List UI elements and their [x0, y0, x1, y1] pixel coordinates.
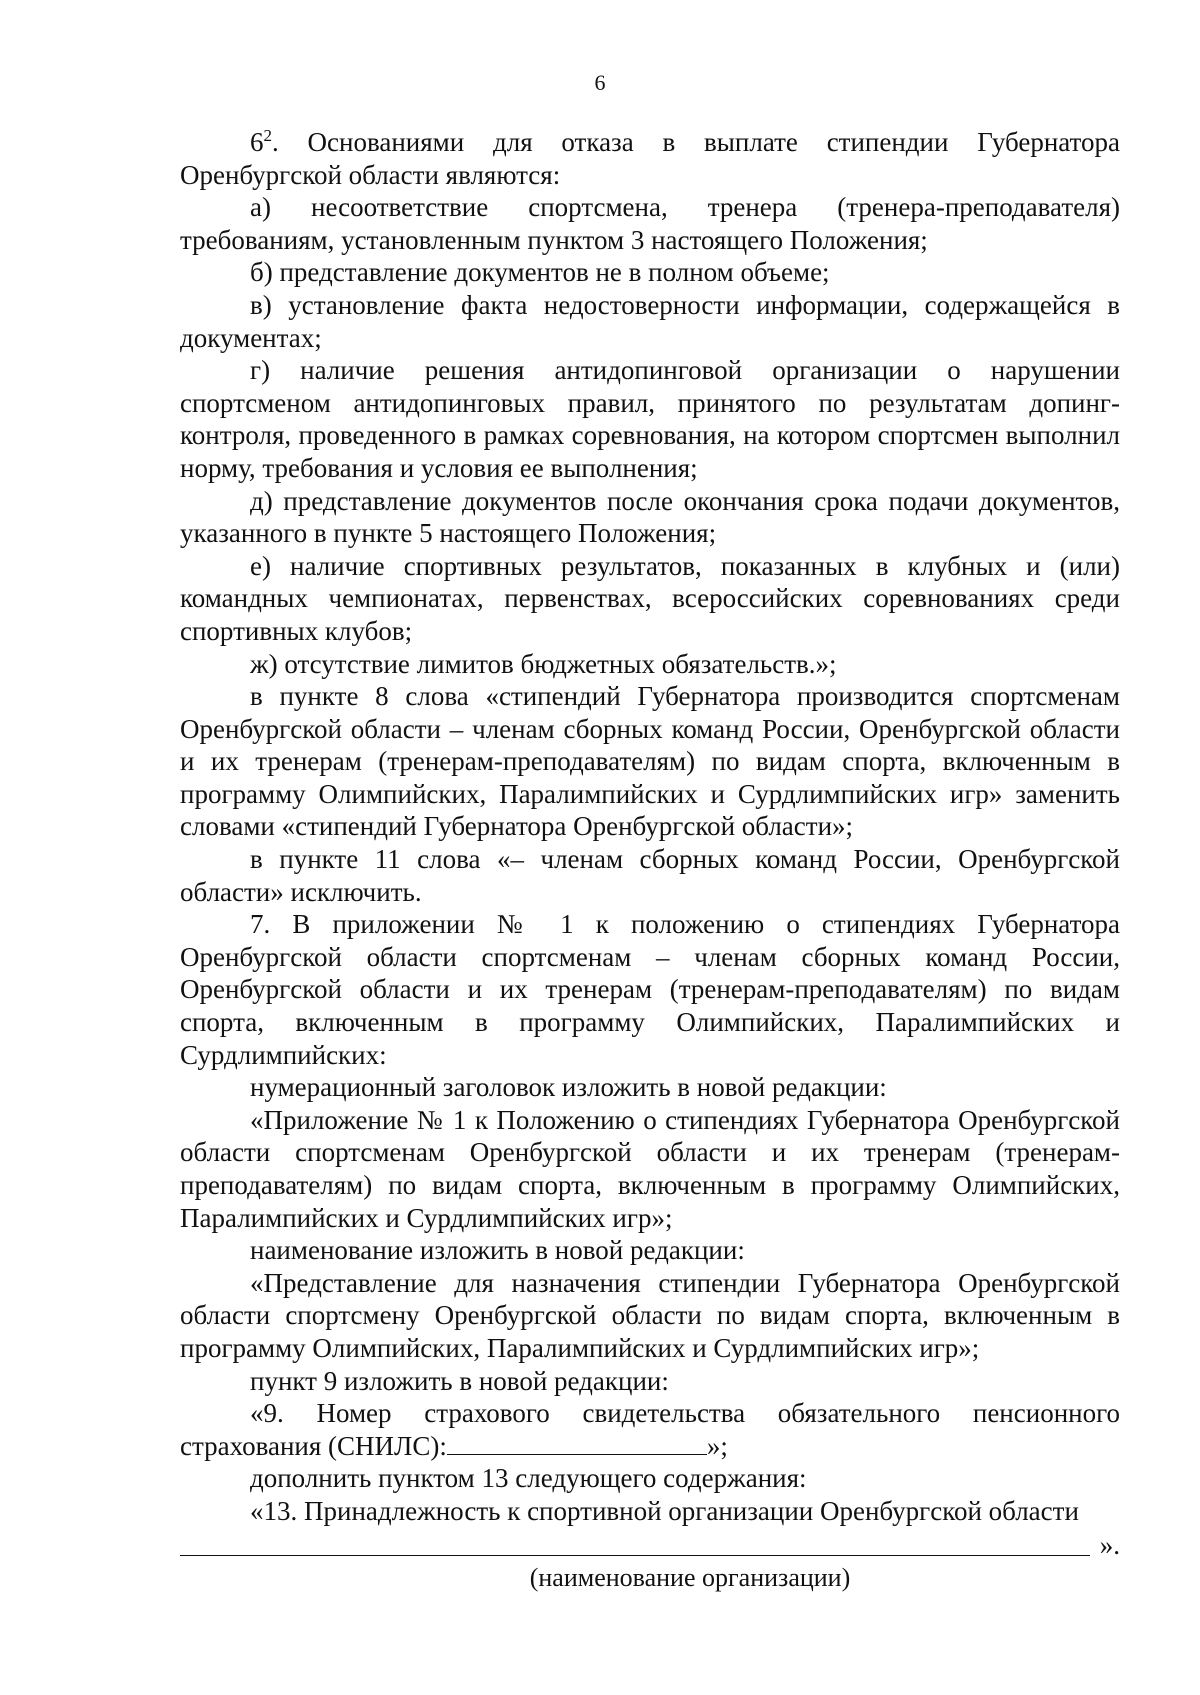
paragraph-6-2-superscript: 2 — [263, 126, 272, 145]
point-9-end: »; — [706, 1430, 728, 1461]
name-new-text: «Представление для назначения стипендии Губернатора Оренбургской области спортсмену Оренбургской области по видам спорта, включенным в программу Олимпийских, Паралимпийских и Сурдлимпийских игр»; — [180, 1267, 1120, 1363]
item-d: д) представление документов после окончания срока подачи документов, указанного в пункте 5 настоящего Положения; — [180, 485, 1120, 549]
paragraph-7: 7. В приложении № 1 к положению о стипендиях Губернатора Оренбургской области спортсменам – членам сборных команд России, Оренбургской области и их тренерам (тренерам-преподавателям) по видам спорта, включенным в программу Олимпийских, Паралимпийских и Сурдлимпийских: — [180, 909, 1120, 1070]
organization-caption: (наименование организации) — [529, 1562, 851, 1592]
item-zh: ж) отсутствие лимитов бюджетных обязательств.»; — [250, 648, 837, 679]
snils-blank-line — [447, 1432, 707, 1455]
item-a: а) несоответствие спортсмена, тренера (тренера-преподавателя) требованиям, установленным пунктом 3 настоящего Положения; — [180, 192, 1120, 255]
point-13-instruction: дополнить пунктом 13 следующего содержания: — [250, 1463, 807, 1494]
organization-blank-row — [180, 1528, 1120, 1562]
heading-instruction: нумерационный заголовок изложить в новой редакции: — [250, 1072, 887, 1103]
point-13-text: «13. Принадлежность к спортивной организации Оренбургской области — [250, 1495, 1079, 1526]
paragraph-point-11: в пункте 11 слова «– членам сборных команд России, Оренбургской области» исключить. — [180, 844, 1120, 907]
page-number: 6 — [594, 70, 606, 95]
heading-new-text: «Приложение № 1 к Положению о стипендиях Губернатора Оренбургской области спортсменам Оренбургской области и их тренерам (тренерам-преподавателям) по видам спорта, включенным в программу Олимпийских, Паралимпийских и Сурдлимпийских игр»; — [180, 1104, 1120, 1233]
paragraph-6-2-text: . Основаниями для отказа в выплате стипендии Губернатора Оренбургской области являются: — [180, 127, 1120, 190]
point-9-body: «9. Номер страхового свидетельства обязательного пенсионного страхования (СНИЛС): — [180, 1398, 1120, 1461]
paragraph-6-2 — [180, 120, 1120, 191]
organization-blank-line — [180, 1555, 1090, 1556]
item-g: г) наличие решения антидопинговой организации о нарушении спортсменом антидопинговых правил, принятого по результатам допинг-контроля, проведенного в рамках соревнования, на котором спортсмен выполнил норму, требования и условия ее выполнения; — [180, 355, 1120, 483]
point-9-instruction: пункт 9 изложить в новой редакции: — [250, 1365, 669, 1396]
point-9-text — [180, 1397, 1120, 1462]
point-13-end: ». — [1099, 1529, 1120, 1560]
paragraph-6-2-number: 6 — [250, 127, 264, 157]
item-b: б) представление документов не в полном объеме; — [250, 257, 830, 288]
item-e: е) наличие спортивных результатов, показанных в клубных и (или) командных чемпионатах, первенствах, всероссийских соревнованиях среди спортивных клубов; — [180, 550, 1120, 646]
document-body — [180, 120, 1120, 1594]
paragraph-point-8: в пункте 8 слова «стипендий Губернатора производится спортсменам Оренбургской области – членам сборных команд России, Оренбургской области и их тренерам (тренерам-преподавателям) по видам спорта, включенным в программу Олимпийских, Паралимпийских и Сурдлимпийских игр» заменить словами «стипендий Губернатора Оренбургской области»; — [180, 681, 1120, 842]
name-instruction: наименование изложить в новой редакции: — [250, 1235, 745, 1266]
item-v: в) установление факта недостоверности информации, содержащейся в документах; — [180, 289, 1120, 353]
